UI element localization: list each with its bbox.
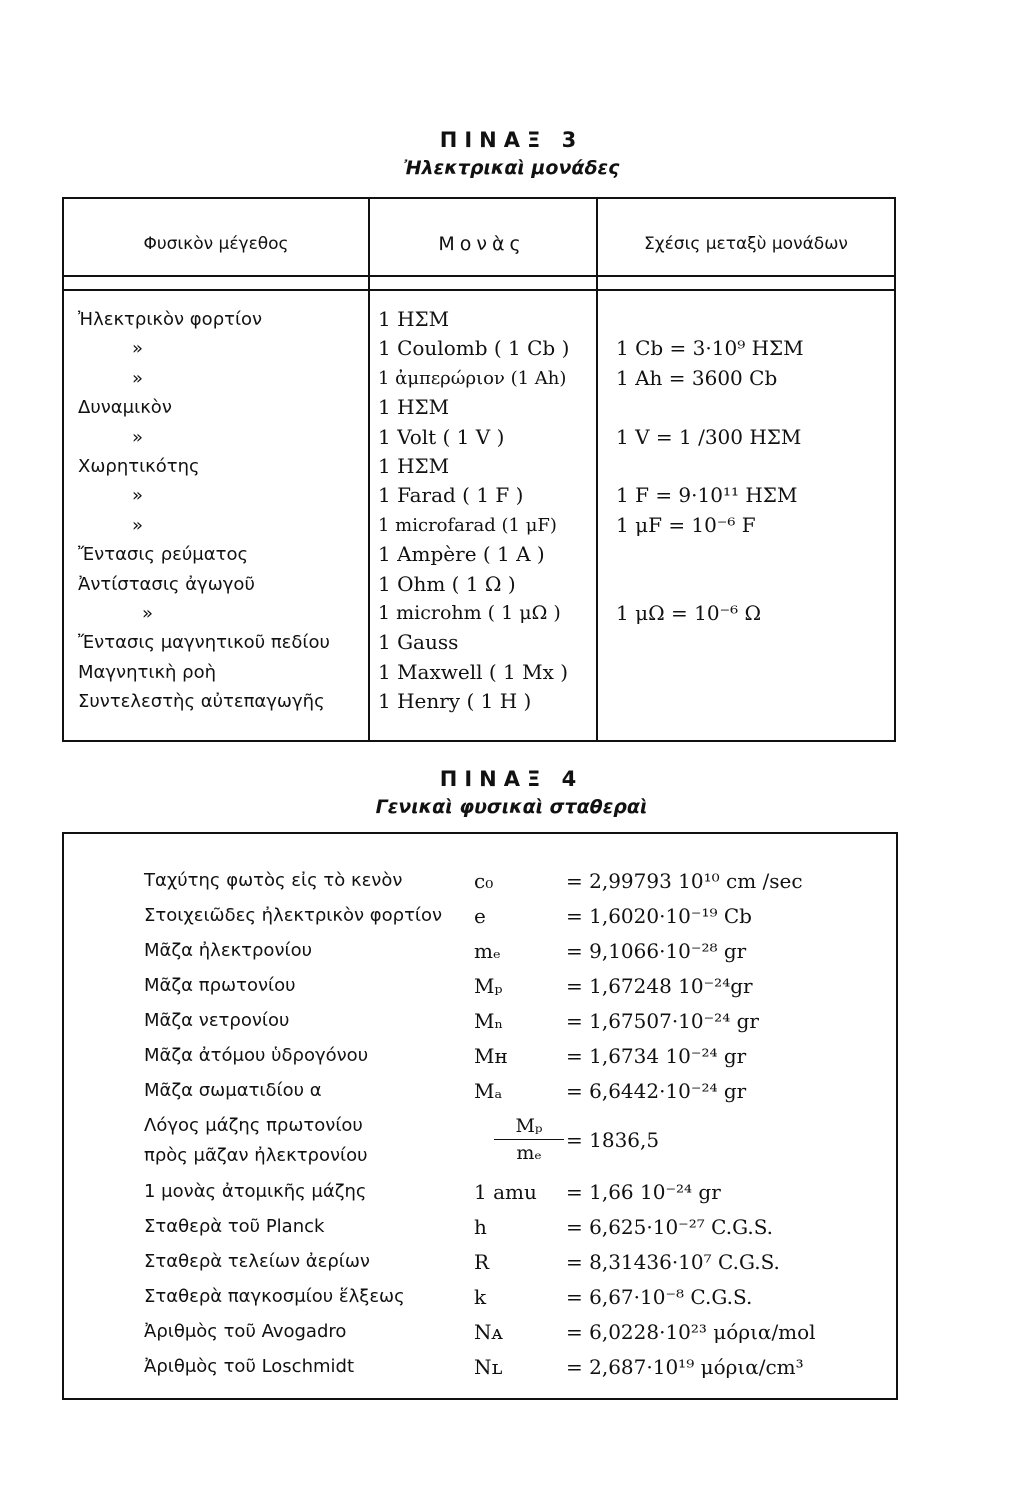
- table3-subtitle: Ἠλεκτρικαὶ μονάδες: [403, 157, 620, 179]
- quantity-cell: »: [132, 485, 144, 507]
- relation-cell: [616, 305, 804, 334]
- header-divider: [64, 289, 894, 291]
- constant-symbol: Mʜ: [474, 1044, 508, 1068]
- constant-name: Ἀριθμὸς τοῦ Loschmidt: [144, 1356, 355, 1377]
- constant-value: = 6,625·10⁻²⁷ C.G.S.: [566, 1215, 774, 1239]
- relation-cell: 1 Ah = 3600 Cb: [616, 365, 778, 390]
- header-unit: Μονὰς: [438, 233, 526, 255]
- unit-column: [378, 305, 569, 716]
- ratio-fraction: [494, 1115, 564, 1164]
- electric-units-table: [62, 197, 896, 742]
- physical-constants-table: [62, 832, 898, 1400]
- constant-value: = 1,6020·10⁻¹⁹ Cb: [566, 904, 752, 928]
- quantity-cell: Χωρητικότης: [78, 455, 200, 477]
- constant-symbol: mₑ: [474, 939, 501, 963]
- unit-cell: 1 Henry ( 1 H ): [378, 689, 532, 714]
- table3-title: ΠΙΝΑΞ 3: [439, 128, 584, 152]
- table4-title: ΠΙΝΑΞ 4: [439, 767, 584, 791]
- constant-symbol: Nʟ: [474, 1355, 503, 1379]
- constant-name: Σταθερὰ παγκοσμίου ἕλξεως: [144, 1286, 405, 1307]
- constant-name: Σταθερὰ τελείων ἀερίων: [144, 1251, 370, 1272]
- constant-value: = 6,67·10⁻⁸ C.G.S.: [566, 1285, 753, 1309]
- ratio-value: = 1836,5: [566, 1128, 660, 1152]
- constant-name: Μᾶζα ἀτόμου ὑδρογόνου: [144, 1045, 369, 1066]
- constant-symbol: Mₚ: [474, 974, 503, 998]
- constant-name: Μᾶζα σωματιδίου α: [144, 1080, 322, 1101]
- relation-cell: [616, 393, 804, 422]
- header-divider: [64, 275, 894, 277]
- constant-name: Ἀριθμὸς τοῦ Avogadro: [144, 1321, 347, 1342]
- column-divider: [596, 199, 598, 740]
- constant-name: Μᾶζα νετρονίου: [144, 1010, 290, 1031]
- constant-value: = 2,687·10¹⁹ μόρια/cm³: [566, 1355, 804, 1379]
- relation-cell: [616, 628, 804, 657]
- constant-name: Στοιχειῶδες ἠλεκτρικὸν φορτίον: [144, 905, 443, 926]
- relation-cell: 1 μΩ = 10⁻⁶ Ω: [616, 600, 762, 625]
- quantity-cell: Ἀντίστασις ἀγωγοῦ: [78, 573, 255, 595]
- relation-cell: 1 V = 1 /300 ΗΣΜ: [616, 424, 802, 449]
- constant-value: = 9,1066·10⁻²⁸ gr: [566, 939, 747, 963]
- relation-cell: [616, 658, 804, 687]
- fraction-numerator: Mₚ: [494, 1115, 564, 1140]
- ratio-name-line2: πρὸς μᾶζαν ἠλεκτρονίου: [144, 1145, 368, 1166]
- unit-cell: 1 ΗΣΜ: [378, 307, 450, 331]
- column-divider: [368, 199, 370, 740]
- table4-subtitle: Γενικαὶ φυσικαὶ σταθεραὶ: [375, 796, 648, 818]
- constant-row: [64, 1039, 896, 1073]
- quantity-cell: »: [142, 602, 154, 624]
- quantity-cell: Ἔντασις μαγνητικοῦ πεδίου: [78, 632, 330, 654]
- constant-value: = 6,0228·10²³ μόρια/mol: [566, 1320, 816, 1344]
- constant-value: = 8,31436·10⁷ C.G.S.: [566, 1250, 780, 1274]
- constant-name: Μᾶζα πρωτονίου: [144, 975, 296, 996]
- constant-value: = 1,6734 10⁻²⁴ gr: [566, 1044, 747, 1068]
- relation-cell: 1 Cb = 3·10⁹ ΗΣΜ: [616, 336, 804, 361]
- header-quantity: Φυσικὸν μέγεθος: [143, 234, 289, 254]
- constant-row: [64, 899, 896, 933]
- constant-row: [64, 1175, 896, 1209]
- unit-cell: 1 ἀμπερώριον (1 Ah): [378, 367, 567, 389]
- unit-cell: 1 Coulomb ( 1 Cb ): [378, 336, 570, 361]
- constant-name: Ταχύτης φωτὸς εἰς τὸ κενὸν: [144, 870, 403, 891]
- constant-value: = 1,67248 10⁻²⁴gr: [566, 974, 753, 998]
- relation-cell: [616, 570, 804, 599]
- quantity-cell: »: [132, 514, 144, 536]
- constant-row: [64, 1004, 896, 1038]
- quantity-cell: Δυναμικὸν: [78, 397, 172, 419]
- constant-row: [64, 1350, 896, 1384]
- constant-symbol: e: [474, 904, 486, 928]
- unit-cell: 1 Volt ( 1 V ): [378, 424, 505, 449]
- fraction-denominator: mₑ: [516, 1142, 542, 1164]
- header-relation: Σχέσις μεταξὺ μονάδων: [644, 234, 848, 254]
- constant-symbol: k: [474, 1285, 487, 1309]
- constant-symbol: h: [474, 1215, 487, 1239]
- unit-cell: 1 Maxwell ( 1 Mx ): [378, 659, 569, 684]
- quantity-cell: Ἠλεκτρικὸν φορτίον: [78, 309, 263, 330]
- unit-cell: 1 Ampère ( 1 A ): [378, 542, 545, 567]
- constant-value: = 2,99793 10¹⁰ cm /sec: [566, 869, 803, 893]
- constant-symbol: R: [474, 1250, 490, 1274]
- constant-value: = 1,66 10⁻²⁴ gr: [566, 1180, 721, 1204]
- quantity-cell: Συντελεστὴς αὐτεπαγωγῆς: [78, 691, 325, 713]
- unit-cell: 1 Farad ( 1 F ): [378, 483, 524, 508]
- constant-value: = 1,67507·10⁻²⁴ gr: [566, 1009, 759, 1033]
- quantity-cell: Ἔντασις ρεύματος: [78, 544, 249, 566]
- constant-row: [64, 1315, 896, 1349]
- constant-name: Σταθερὰ τοῦ Planck: [144, 1216, 325, 1237]
- unit-cell: 1 microhm ( 1 μΩ ): [378, 601, 561, 624]
- quantity-cell: »: [132, 426, 144, 448]
- constant-row: [64, 1074, 896, 1108]
- constant-symbol: Mₙ: [474, 1009, 504, 1033]
- quantity-column: [78, 305, 330, 716]
- constant-symbol: Nᴀ: [474, 1320, 503, 1344]
- constant-row: [64, 1245, 896, 1279]
- relation-column: [616, 305, 804, 716]
- constant-row: [64, 864, 896, 898]
- constant-symbol: 1 amu: [474, 1180, 537, 1204]
- constant-row: [64, 934, 896, 968]
- constant-value: = 6,6442·10⁻²⁴ gr: [566, 1079, 747, 1103]
- quantity-cell: Μαγνητικὴ ροὴ: [78, 661, 217, 683]
- unit-cell: 1 ΗΣΜ: [378, 395, 450, 420]
- relation-cell: [616, 540, 804, 569]
- constant-name: 1 μονὰς ἀτομικῆς μάζης: [144, 1181, 367, 1202]
- relation-cell: 1 μF = 10⁻⁶ F: [616, 512, 756, 537]
- constant-symbol: Mₐ: [474, 1079, 503, 1103]
- unit-cell: 1 microfarad (1 μF): [378, 514, 557, 536]
- constant-row: [64, 1210, 896, 1244]
- constant-row: [64, 1280, 896, 1314]
- ratio-name-line1: Λόγος μάζης πρωτονίου: [144, 1115, 363, 1136]
- unit-cell: 1 Ohm ( 1 Ω ): [378, 571, 516, 596]
- constant-name: Μᾶζα ἠλεκτρονίου: [144, 940, 313, 961]
- ratio-row: [64, 1109, 896, 1173]
- unit-cell: 1 Gauss: [378, 630, 459, 655]
- quantity-cell: »: [132, 367, 144, 389]
- quantity-cell: »: [132, 338, 144, 360]
- relation-cell: 1 F = 9·10¹¹ ΗΣΜ: [616, 483, 798, 508]
- constant-symbol: c₀: [474, 869, 494, 893]
- relation-cell: [616, 687, 804, 716]
- constant-row: [64, 969, 896, 1003]
- relation-cell: [616, 452, 804, 481]
- unit-cell: 1 ΗΣΜ: [378, 453, 450, 478]
